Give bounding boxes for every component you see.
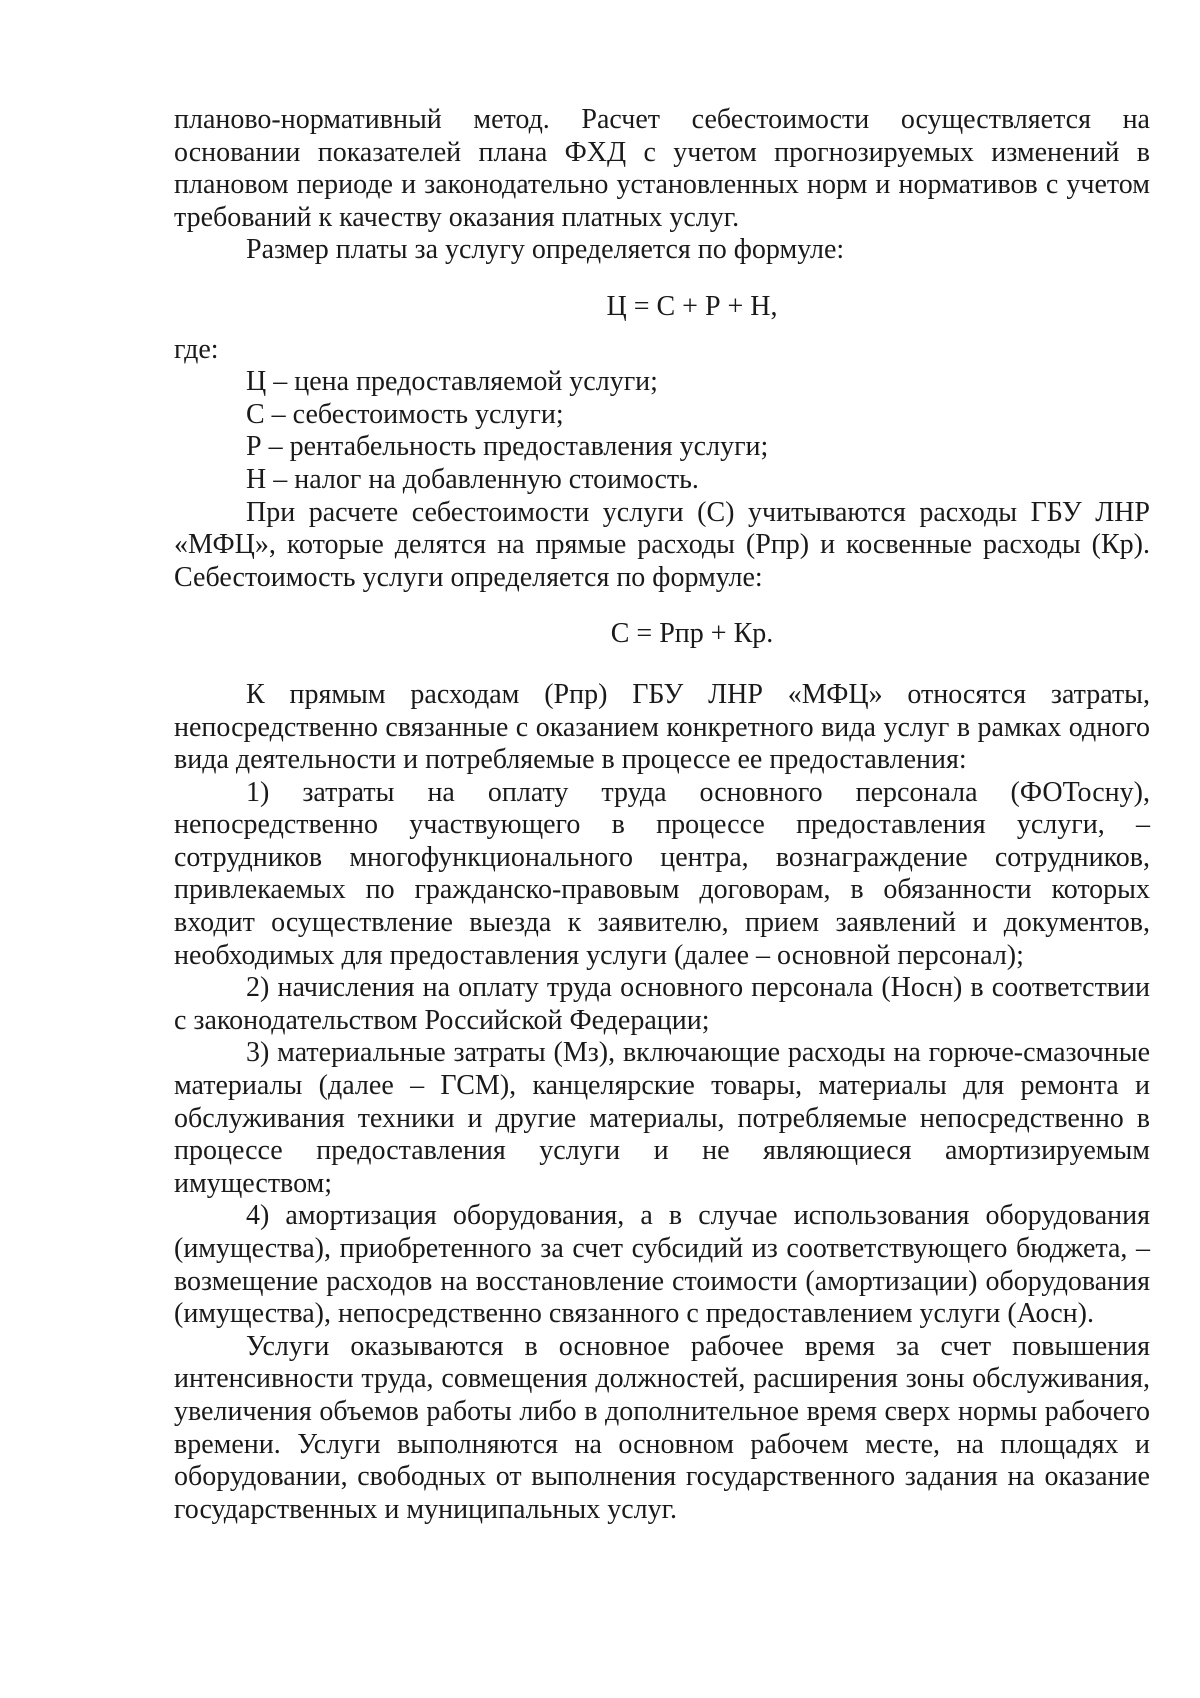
where-label: где: (174, 333, 219, 365)
definition-vat: Н – налог на добавленную стоимость. (246, 463, 699, 495)
definition-cost: С – себестоимость услуги; (246, 398, 564, 430)
fee-formula: Ц = С + Р + Н, (606, 290, 778, 322)
definition-price: Ц – цена предоставляемой услуги; (246, 366, 658, 398)
direct-costs-paragraph: К прямым расходам (Рпр) ГБУ ЛНР «МФЦ» относятся затраты, непосредственно связанные с оказанием конкретного вида услуг в рамках одного вида деятельности и потребляемые в процессе ее предоставления: (174, 678, 1150, 776)
list-item-accruals: 2) начисления на оплату труда основного персонала (Носн) в соответствии с законодательством Российской Федерации; (174, 972, 1150, 1036)
closing-paragraph: Услуги оказываются в основное рабочее время за счет повышения интенсивности труда, совмещения должностей, расширения зоны обслуживания, увеличения объемов работы либо в дополнительное время сверх нормы рабочего времени. Услуги выполняются на основном рабочем месте, на площадях и оборудовании, свободных от выполнения государственного задания на оказание государственных и муниципальных услуг. (174, 1330, 1150, 1525)
cost-intro-paragraph: При расчете себестоимости услуги (С) учитываются расходы ГБУ ЛНР «МФЦ», которые делятся на прямые расходы (Рпр) и косвенные расходы (Кр). Себестоимость услуги определяется по формуле: (174, 496, 1150, 593)
intro-paragraph: планово-нормативный метод. Расчет себестоимости осуществляется на основании показателей плана ФХД с учетом прогнозируемых изменений в плановом периоде и законодательно установленных норм и нормативов с учетом требований к качеству оказания платных услуг. (174, 104, 1150, 233)
cost-formula: С = Рпр + Кр. (610, 618, 774, 650)
fee-formula-intro: Размер платы за услугу определяется по формуле: (246, 234, 845, 266)
document-page (174, 104, 1150, 1526)
definition-profitability: Р – рентабельность предоставления услуги; (246, 431, 769, 463)
list-item-depreciation: 4) амортизация оборудования, а в случае использования оборудования (имущества), приобретенного за счет субсидий из соответствующего бюджета, – возмещение расходов на восстановление стоимости (амортизации) оборудования (имущества), непосредственно связанного с предоставлением услуги (Аосн). (174, 1200, 1150, 1330)
list-item-materials: 3) материальные затраты (Мз), включающие расходы на горюче-смазочные материалы (далее – ГСМ), канцелярские товары, материалы для ремонта и обслуживания техники и другие материалы, потребляемые непосредственно в процессе предоставления услуги и не являющиеся амортизируемым имуществом; (174, 1037, 1150, 1199)
list-item-labor: 1) затраты на оплату труда основного персонала (ФОТосну), непосредственно участвующего в процессе предоставления услуги, – сотрудников многофункционального центра, вознаграждение сотрудников, привлекаемых по гражданско-правовым договорам, в обязанности которых входит осуществление выезда к заявителю, прием заявлений и документов, необходимых для предоставления услуги (далее – основной персонал); (174, 776, 1150, 971)
